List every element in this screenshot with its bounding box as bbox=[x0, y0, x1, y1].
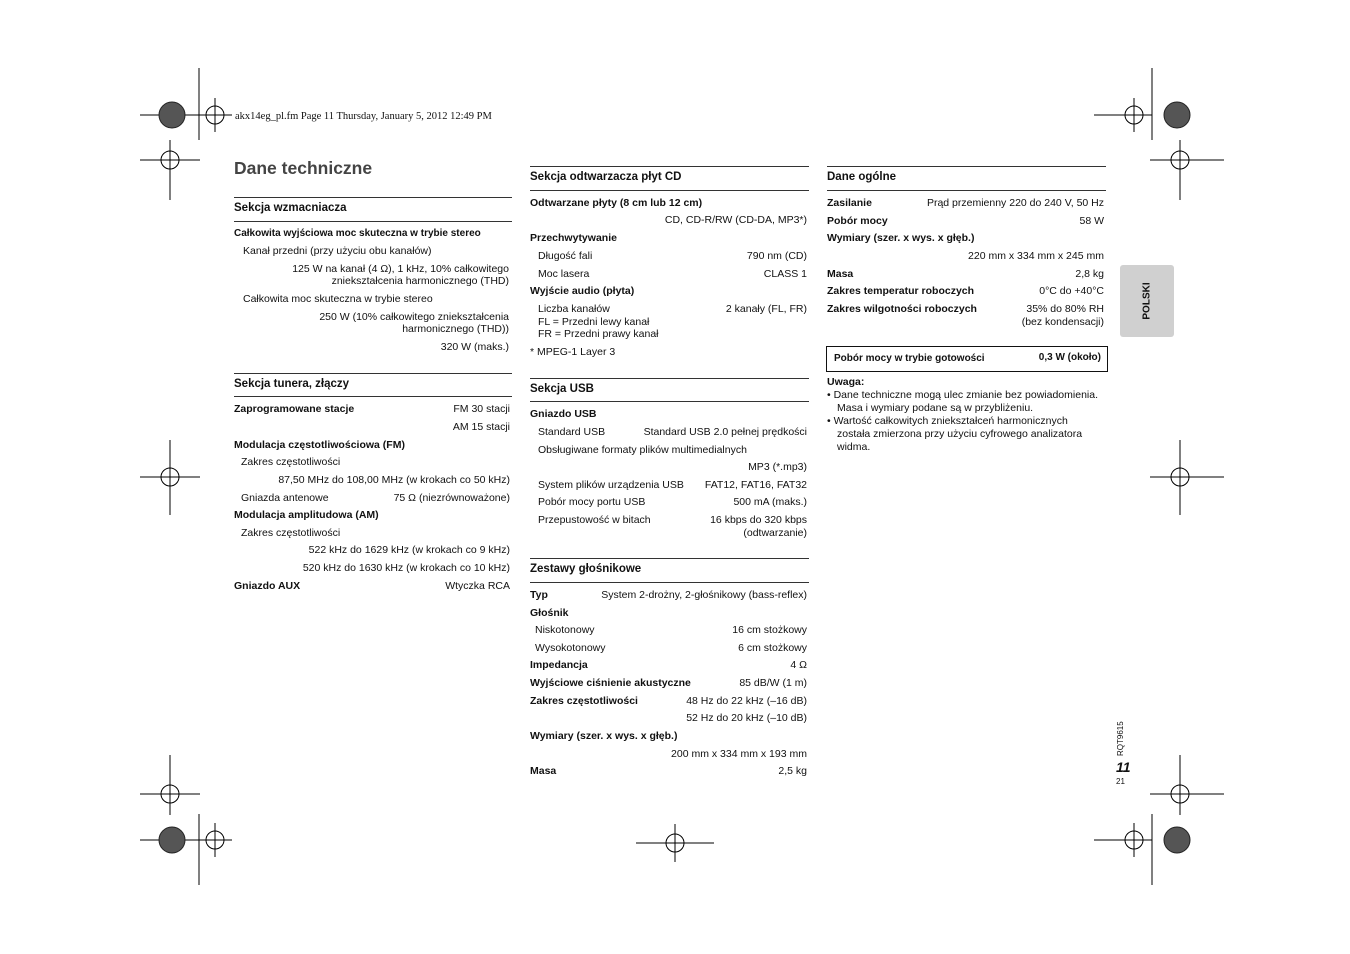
footnote: * MPEG-1 Layer 3 bbox=[530, 346, 616, 358]
spec-value: FAT12, FAT16, FAT32 bbox=[704, 479, 807, 491]
spec-value: 200 mm x 334 mm x 193 mm bbox=[671, 748, 807, 760]
standby-value: 0,3 W (około) bbox=[1038, 352, 1101, 363]
rule bbox=[234, 396, 512, 397]
spec-label: Moc lasera bbox=[538, 268, 590, 280]
spec-label: Wysokotonowy bbox=[535, 642, 606, 654]
spec-value: 6 cm stożkowy bbox=[738, 642, 807, 654]
spec-label: Przepustowość w bitach bbox=[538, 514, 651, 526]
spec-value: System 2-drożny, 2-głośnikowy (bass-reflex) bbox=[601, 589, 807, 601]
spec-label: Wymiary (szer. x wys. x głęb.) bbox=[827, 232, 975, 244]
spec-value: Standard USB 2.0 pełnej prędkości bbox=[643, 426, 807, 438]
section-title: Sekcja odtwarzacza płyt CD bbox=[530, 171, 682, 183]
spec-value: 35% do 80% RH bbox=[1026, 303, 1104, 315]
spec-value: 250 W (10% całkowitego zniekształcenia bbox=[319, 311, 509, 323]
section-title: Sekcja tunera, złączy bbox=[234, 378, 350, 390]
spec-label: Pobór mocy portu USB bbox=[538, 496, 646, 508]
note-line: widma. bbox=[837, 441, 871, 453]
spec-label: Standard USB bbox=[538, 426, 606, 438]
spec-value: zniekształcenia harmonicznego (THD) bbox=[331, 275, 509, 287]
spec-label: Długość fali bbox=[538, 250, 593, 262]
spec-label: Głośnik bbox=[530, 607, 569, 619]
rule bbox=[827, 190, 1106, 191]
spec-value: 2,5 kg bbox=[778, 765, 807, 777]
spec-value: Prąd przemienny 220 do 240 V, 50 Hz bbox=[926, 197, 1104, 209]
rule bbox=[530, 582, 809, 583]
spec-label: Pobór mocy bbox=[827, 215, 888, 227]
spec-value: 320 W (maks.) bbox=[440, 341, 509, 353]
spec-value: 220 mm x 334 mm x 245 mm bbox=[968, 250, 1104, 262]
spec-label: Gniazdo USB bbox=[530, 408, 597, 420]
page-number: 11 bbox=[1116, 759, 1131, 775]
rule bbox=[530, 378, 809, 379]
rule bbox=[234, 197, 512, 198]
spec-label: Gniazdo AUX bbox=[234, 580, 301, 592]
spec-value: 500 mA (maks.) bbox=[733, 496, 807, 508]
spec-label: Zakres częstotliwości bbox=[241, 456, 341, 468]
spec-label: Zakres temperatur roboczych bbox=[827, 285, 975, 297]
spec-label: Obsługiwane formaty plików multimedialnych bbox=[538, 444, 747, 456]
spec-value: (bez kondensacji) bbox=[1021, 316, 1104, 328]
spec-value: FM 30 stacji bbox=[453, 403, 510, 415]
spec-value: 52 Hz do 20 kHz (–10 dB) bbox=[686, 712, 807, 724]
spec-value: CD, CD-R/RW (CD-DA, MP3*) bbox=[664, 214, 807, 226]
note-line: Masa i wymiary podane są w przybliżeniu. bbox=[837, 402, 1034, 414]
spec-label: Impedancja bbox=[530, 659, 588, 671]
note-title: Uwaga: bbox=[827, 376, 865, 388]
spec-value: 2,8 kg bbox=[1075, 268, 1104, 280]
file-header: akx14eg_pl.fm Page 11 Thursday, January 5, 2012 12:49 PM bbox=[235, 111, 492, 122]
spec-label: Zakres wilgotności roboczych bbox=[827, 303, 977, 315]
spec-value: 0°C do +40°C bbox=[1039, 285, 1104, 297]
spec-label: Liczba kanałów bbox=[538, 303, 610, 315]
spec-label: Zasilanie bbox=[827, 197, 872, 209]
spec-label: Przechwytywanie bbox=[530, 232, 617, 244]
spec-label: Wyjściowe ciśnienie akustyczne bbox=[530, 677, 691, 689]
rule bbox=[530, 558, 809, 559]
page-title: Dane techniczne bbox=[234, 158, 373, 178]
spec-label: Zakres częstotliwości bbox=[241, 527, 341, 539]
spec-label: System plików urządzenia USB bbox=[538, 479, 684, 491]
spec-value: 87,50 MHz do 108,00 MHz (w krokach co 50 kHz) bbox=[278, 474, 510, 486]
spec-value: Wtyczka RCA bbox=[445, 580, 510, 592]
spec-value: 75 Ω (niezrównoważone) bbox=[393, 492, 510, 504]
spec-label: Wymiary (szer. x wys. x głęb.) bbox=[530, 730, 678, 742]
spec-label: FR = Przedni prawy kanał bbox=[538, 328, 659, 340]
spec-label: Całkowita moc skuteczna w trybie stereo bbox=[243, 293, 433, 305]
spec-label: Zakres częstotliwości bbox=[530, 695, 638, 707]
spec-value: 522 kHz do 1629 kHz (w krokach co 9 kHz) bbox=[308, 544, 510, 556]
spec-label: Modulacja amplitudowa (AM) bbox=[234, 509, 379, 521]
spec-value: 520 kHz do 1630 kHz (w krokach co 10 kHz) bbox=[302, 562, 510, 574]
spec-value: CLASS 1 bbox=[763, 268, 807, 280]
spec-value: 125 W na kanał (4 Ω), 1 kHz, 10% całkowitego bbox=[292, 263, 509, 275]
spec-label: Zaprogramowane stacje bbox=[234, 403, 355, 415]
rule bbox=[234, 221, 512, 222]
spec-value: 2 kanały (FL, FR) bbox=[725, 303, 807, 315]
spec-value: 58 W bbox=[1079, 215, 1104, 227]
spec-label: Masa bbox=[530, 765, 557, 777]
spec-label: Kanał przedni (przy użyciu obu kanałów) bbox=[243, 245, 432, 257]
doc-code: RQT9615 bbox=[1116, 721, 1125, 756]
spec-label: Odtwarzane płyty (8 cm lub 12 cm) bbox=[530, 197, 703, 209]
spec-label: Gniazda antenowe bbox=[241, 492, 329, 504]
spec-label: Wyjście audio (płyta) bbox=[530, 285, 635, 297]
spec-label: FL = Przedni lewy kanał bbox=[538, 316, 650, 328]
spec-value: 16 cm stożkowy bbox=[732, 624, 807, 636]
spec-label: Masa bbox=[827, 268, 854, 280]
page-sub: 21 bbox=[1116, 777, 1125, 786]
spec-value: 85 dB/W (1 m) bbox=[739, 677, 807, 689]
rule bbox=[530, 166, 809, 167]
rule bbox=[530, 190, 809, 191]
spec-value: 790 nm (CD) bbox=[746, 250, 807, 262]
rule bbox=[234, 373, 512, 374]
spec-label: Modulacja częstotliwościowa (FM) bbox=[234, 439, 405, 451]
note-line: • Dane techniczne mogą ulec zmianie bez powiadomienia. bbox=[827, 389, 1098, 401]
spec-value: 4 Ω bbox=[790, 659, 807, 671]
spec-value: MP3 (*.mp3) bbox=[748, 461, 807, 473]
note-line: została zmierzona przy użyciu cyfrowego analizatora bbox=[837, 428, 1083, 440]
spec-label: Typ bbox=[530, 589, 548, 601]
spec-value: AM 15 stacji bbox=[452, 421, 510, 433]
spec-label: Całkowita wyjściowa moc skuteczna w trybie stereo bbox=[234, 228, 481, 239]
section-title: Sekcja wzmacniacza bbox=[234, 202, 347, 214]
rule bbox=[530, 401, 809, 402]
spec-label: Niskotonowy bbox=[535, 624, 595, 636]
rule bbox=[827, 166, 1106, 167]
spec-value: harmonicznego (THD)) bbox=[402, 323, 509, 335]
section-title: Zestawy głośnikowe bbox=[530, 563, 642, 575]
note-line: • Wartość całkowitych zniekształceń harmonicznych bbox=[827, 415, 1068, 427]
section-title: Sekcja USB bbox=[530, 383, 594, 395]
spec-value: 16 kbps do 320 kbps bbox=[710, 514, 807, 526]
spec-value: 48 Hz do 22 kHz (–16 dB) bbox=[686, 695, 807, 707]
standby-label: Pobór mocy w trybie gotowości bbox=[834, 353, 985, 364]
section-title: Dane ogólne bbox=[827, 171, 897, 183]
language-tab: POLSKI bbox=[1120, 265, 1174, 337]
spec-value: (odtwarzanie) bbox=[743, 527, 807, 539]
